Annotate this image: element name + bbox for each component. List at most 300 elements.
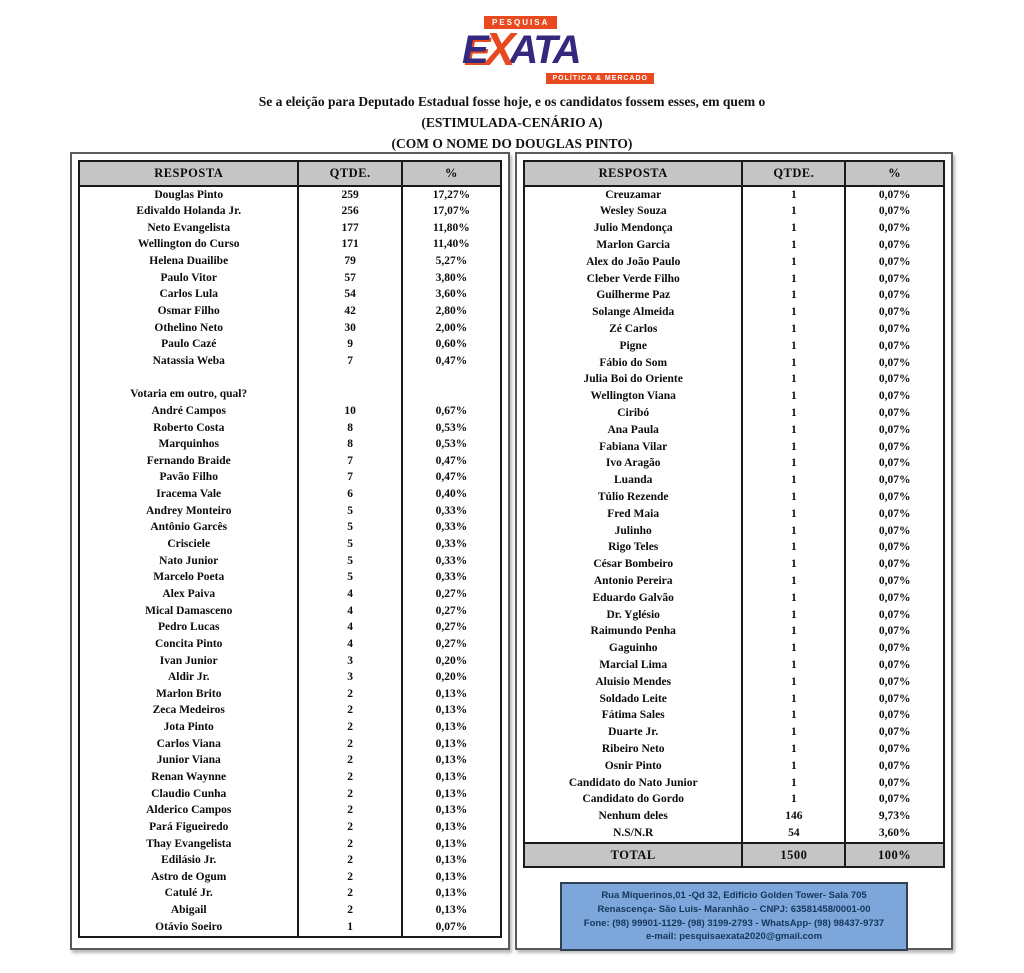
response-cell: Duarte Jr. [608,726,659,739]
qtde-cell: 1 [742,741,845,758]
response-cell: César Bombeiro [593,558,674,571]
table-row [524,573,944,590]
table-row [524,590,944,607]
response-cell: Marcelo Poeta [153,571,225,584]
response-cell: Ribeiro Neto [601,742,665,755]
response-cell: Fabiana Vilar [599,440,668,453]
response-cell: Fábio do Som [599,356,668,369]
percent-cell: 0,07% [845,321,944,338]
qtde-cell: 3 [298,670,401,687]
qtde-cell: 1 [742,372,845,389]
table-row [524,708,944,725]
response-cell: Gaguinho [608,642,658,655]
table-row [524,372,944,389]
column-header: RESPOSTA [79,161,298,186]
response-cell: Alderico Campos [146,804,232,817]
table-row [79,620,501,637]
table-row [524,607,944,624]
qtde-cell: 1 [742,674,845,691]
qtde-cell: 2 [298,703,401,720]
percent-cell: 0,13% [402,786,501,803]
response-cell: Alex Paiva [162,587,216,600]
response-cell: Helena Duailibe [149,255,229,268]
table-row [524,825,944,843]
qtde-cell: 5 [298,503,401,520]
table-row [524,186,944,204]
response-cell: Jota Pinto [163,721,214,734]
table-row [79,553,501,570]
percent-cell: 0,13% [402,869,501,886]
response-cell: Othelino Neto [154,321,224,334]
qtde-cell: 42 [298,303,401,320]
table-row [79,653,501,670]
percent-cell: 11,80% [402,220,501,237]
table-row [79,869,501,886]
percent-cell: 0,13% [402,819,501,836]
percent-cell: 0,07% [845,422,944,439]
response-cell: Paulo Cazé [161,338,217,351]
response-cell: Julinho [614,524,652,537]
qtde-cell: 1 [742,204,845,221]
qtde-cell: 1 [742,221,845,238]
qtde-cell: 1 [742,792,845,809]
percent-cell: 0,13% [402,886,501,903]
table-row [524,305,944,322]
percent-cell: 0,07% [845,305,944,322]
percent-cell: 0,13% [402,686,501,703]
percent-cell: 0,07% [845,657,944,674]
response-cell: Neto Evangelista [147,221,231,234]
response-cell: Aluisio Mendes [595,675,672,688]
qtde-cell: 1 [742,657,845,674]
table-row [79,903,501,920]
table-row [524,741,944,758]
percent-cell: 0,33% [402,520,501,537]
percent-cell [402,370,501,387]
qtde-cell: 1 [298,919,401,937]
percent-cell: 0,13% [402,720,501,737]
percent-cell: 5,27% [402,254,501,271]
response-cell: Julia Boi do Oriente [583,373,683,386]
qtde-cell: 1 [742,422,845,439]
qtde-cell: 2 [298,836,401,853]
percent-cell: 0,07% [845,372,944,389]
qtde-cell: 57 [298,270,401,287]
qtde-cell: 1 [742,607,845,624]
percent-cell: 0,07% [402,919,501,937]
qtde-cell: 1 [742,523,845,540]
percent-cell: 0,07% [845,775,944,792]
percent-cell: 0,07% [845,624,944,641]
title-line-3: (COM O NOME DO DOUGLAS PINTO) [391,135,633,151]
table-row [79,453,501,470]
qtde-cell: 1 [742,271,845,288]
qtde-cell: 8 [298,420,401,437]
table-row [79,186,501,204]
qtde-cell: 2 [298,686,401,703]
results-panel-right [515,152,953,950]
qtde-cell: 1 [742,389,845,406]
percent-cell: 0,07% [845,607,944,624]
qtde-cell: 1 [742,254,845,271]
percent-cell: 0,07% [845,792,944,809]
table-row [79,720,501,737]
percent-cell: 0,07% [845,288,944,305]
percent-cell: 0,27% [402,603,501,620]
table-header-row [79,161,501,186]
percent-cell: 0,20% [402,670,501,687]
response-cell: Marcial Lima [599,658,668,671]
column-header: % [402,161,501,186]
contact-email-line: e-mail: pesquisaexata2020@gmail.com [645,931,823,943]
table-row [79,403,501,420]
qtde-cell: 2 [298,869,401,886]
percent-cell: 0,07% [845,725,944,742]
response-cell: Soldado Leite [599,692,667,705]
response-cell: N.S/N.R [613,826,654,839]
response-cell: Claudio Cunha [151,787,227,800]
response-cell [79,370,298,387]
table-row [524,540,944,557]
table-row [524,355,944,372]
table-row [79,819,501,836]
table-row [524,725,944,742]
percent-cell: 0,53% [402,420,501,437]
table-row [524,422,944,439]
qtde-cell: 4 [298,636,401,653]
response-cell: Cleber Verde Filho [586,272,680,285]
qtde-cell: 2 [298,853,401,870]
qtde-cell: 1 [742,305,845,322]
table-row [79,270,501,287]
response-cell: Julio Mendonça [593,222,673,235]
qtde-cell: 1 [742,725,845,742]
response-cell: Antônio Garcês [150,521,228,534]
response-cell: Paulo Vitor [160,271,217,284]
table-row [524,389,944,406]
percent-cell: 0,13% [402,736,501,753]
percent-cell: 0,07% [845,674,944,691]
response-cell: André Campos [151,404,226,417]
qtde-cell: 1 [742,473,845,490]
response-cell: Antonio Pereira [593,574,673,587]
table-row [79,437,501,454]
response-cell: Marlon Garcia [596,239,670,252]
results-table-right [523,160,945,868]
table-row [79,337,501,354]
contact-address-line: Rua Miquerinos,01 -Qd 32, Edificio Golden Tower- Sala 705 [601,890,867,902]
qtde-cell: 7 [298,353,401,370]
percent-cell: 0,07% [845,489,944,506]
response-cell: Guilherme Paz [596,289,671,302]
response-cell: Candidato do Nato Junior [568,776,698,789]
response-cell: Ivo Aragão [605,457,661,470]
table-row [79,387,501,404]
percent-cell: 3,60% [402,287,501,304]
table-row [524,221,944,238]
response-cell: Ana Paula [607,423,659,436]
qtde-cell: 1 [742,573,845,590]
results-panel-left [70,152,510,950]
qtde-cell: 2 [298,769,401,786]
table-row [524,657,944,674]
qtde-cell [298,370,401,387]
percent-cell: 3,60% [845,825,944,843]
response-cell: Edilásio Jr. [161,854,217,867]
table-row [79,853,501,870]
qtde-cell: 1 [742,506,845,523]
percent-cell: 0,07% [845,405,944,422]
percent-cell: 0,07% [845,389,944,406]
qtde-cell: 6 [298,487,401,504]
qtde-cell: 4 [298,603,401,620]
logo-letter-e: E [462,28,489,72]
qtde-cell: 5 [298,520,401,537]
table-row [524,489,944,506]
qtde-cell: 5 [298,553,401,570]
logo-wordmark [462,23,580,75]
percent-cell: 0,67% [402,403,501,420]
response-cell: Fred Maia [607,507,660,520]
table-row [79,487,501,504]
response-cell: Astro de Ogum [151,870,227,883]
qtde-cell: 7 [298,470,401,487]
response-cell: Aldir Jr. [167,671,210,684]
response-cell: Zeca Medeiros [152,704,225,717]
percent-cell: 0,07% [845,641,944,658]
qtde-cell: 7 [298,453,401,470]
qtde-cell: 2 [298,753,401,770]
qtde-cell: 1 [742,590,845,607]
percent-cell: 0,33% [402,536,501,553]
percent-cell: 0,07% [845,741,944,758]
table-row [79,919,501,937]
qtde-cell: 1 [742,758,845,775]
qtde-cell: 1 [742,540,845,557]
percent-cell: 2,80% [402,303,501,320]
qtde-cell: 9 [298,337,401,354]
table-row [524,691,944,708]
table-row [524,321,944,338]
response-cell: Ciribó [617,407,650,419]
response-cell: Wellington Viana [590,390,676,403]
percent-cell: 3,80% [402,270,501,287]
response-cell: Eduardo Galvão [592,591,674,604]
response-cell: TOTAL [524,843,742,867]
percent-cell: 0,07% [845,506,944,523]
table-row [524,204,944,221]
response-cell: Alex do João Paulo [586,255,681,268]
response-cell: Andrey Monteiro [145,504,232,517]
percent-cell: 0,13% [402,903,501,920]
response-cell: Solange Almeida [592,306,675,319]
qtde-cell: 1 [742,186,845,204]
percent-cell: 0,27% [402,586,501,603]
percent-cell: 0,07% [845,758,944,775]
percent-cell: 0,40% [402,487,501,504]
response-cell: Pigne [619,339,647,352]
percent-cell: 0,53% [402,437,501,454]
qtde-cell: 79 [298,254,401,271]
qtde-cell: 4 [298,586,401,603]
response-cell: Otávio Soeiro [155,920,223,933]
contact-phone-line: Fone: (98) 99901-1129- (98) 3199-2793 - WhatsApp- (98) 98437-9737 [583,917,885,929]
table-row [79,520,501,537]
percent-cell: 0,07% [845,573,944,590]
response-cell: Edivaldo Holanda Jr. [136,205,242,218]
table-row [79,586,501,603]
logo-letter-x: X [484,23,516,75]
table-row [79,353,501,370]
table-row [79,470,501,487]
percent-cell: 0,47% [402,453,501,470]
table-row [524,439,944,456]
percent-cell: 100% [845,843,944,867]
table-row [524,808,944,825]
table-row [79,287,501,304]
title-line-2: (ESTIMULADA-CENÁRIO A) [421,114,603,130]
qtde-cell: 4 [298,620,401,637]
percent-cell: 0,13% [402,853,501,870]
percent-cell: 0,27% [402,620,501,637]
response-cell: Dr. Yglésio [606,608,660,621]
column-header: % [845,161,944,186]
percent-cell: 0,07% [845,204,944,221]
table-row [524,624,944,641]
qtde-cell: 1 [742,489,845,506]
response-cell: Pará Figueiredo [149,820,229,833]
qtde-cell: 1 [742,405,845,422]
percent-cell: 0,07% [845,439,944,456]
percent-cell: 0,07% [845,221,944,238]
response-cell: Douglas Pinto [154,188,224,201]
logo-tagline: POLÍTICA & MERCADO [546,73,654,84]
response-cell: Túlio Rezende [597,490,669,503]
table-row [79,420,501,437]
qtde-cell: 2 [298,819,401,836]
percent-cell: 9,73% [845,808,944,825]
table-row [79,570,501,587]
table-row [79,370,501,387]
response-cell: Osnir Pinto [604,759,662,772]
qtde-cell: 54 [298,287,401,304]
percent-cell: 0,27% [402,636,501,653]
table-row [524,456,944,473]
column-header: QTDE. [742,161,845,186]
response-cell: Nato Junior [159,554,219,567]
percent-cell: 0,47% [402,353,501,370]
qtde-cell: 2 [298,886,401,903]
percent-cell: 0,20% [402,653,501,670]
qtde-cell: 177 [298,220,401,237]
response-cell: Mical Damasceno [145,604,233,617]
qtde-cell: 1 [742,355,845,372]
response-cell: Crisciele [167,538,211,551]
qtde-cell: 1 [742,338,845,355]
response-cell: Osmar Filho [157,305,220,318]
table-row [79,254,501,271]
response-cell: Zé Carlos [609,323,658,336]
table-row [524,405,944,422]
table-row [524,473,944,490]
qtde-cell: 2 [298,736,401,753]
response-cell: Candidato do Gordo [582,793,684,806]
qtde-cell: 2 [298,786,401,803]
table-row [79,536,501,553]
qtde-cell: 54 [742,825,845,843]
table-row [524,237,944,254]
percent-cell: 2,00% [402,320,501,337]
percent-cell: 0,07% [845,237,944,254]
table-row [524,254,944,271]
table-row [79,703,501,720]
table-row [79,769,501,786]
qtde-cell: 1 [742,691,845,708]
qtde-cell: 1 [742,775,845,792]
qtde-cell: 5 [298,570,401,587]
qtde-cell: 3 [298,653,401,670]
table-row [524,271,944,288]
qtde-cell: 8 [298,437,401,454]
response-cell: Thay Evangelista [146,837,232,850]
qtde-cell: 30 [298,320,401,337]
percent-cell: 0,33% [402,503,501,520]
percent-cell: 0,07% [845,186,944,204]
table-row [79,736,501,753]
response-cell: Pedro Lucas [158,621,220,634]
qtde-cell: 1 [742,456,845,473]
percent-cell: 0,07% [845,254,944,271]
percent-cell [402,387,501,404]
percent-cell: 0,07% [845,590,944,607]
response-cell: Concita Pinto [155,637,223,650]
percent-cell: 0,13% [402,703,501,720]
percent-cell: 0,13% [402,769,501,786]
qtde-cell: 256 [298,204,401,221]
response-cell: Catulé Jr. [164,887,213,900]
response-cell: Creuzamar [605,188,662,201]
results-table-left [78,160,502,938]
table-row [79,320,501,337]
response-cell: Nenhum deles [598,810,668,823]
qtde-cell: 1 [742,321,845,338]
qtde-cell: 171 [298,237,401,254]
qtde-cell: 1 [742,288,845,305]
table-row [79,786,501,803]
qtde-cell: 2 [298,720,401,737]
percent-cell: 17,07% [402,204,501,221]
percent-cell: 0,07% [845,456,944,473]
percent-cell: 0,07% [845,271,944,288]
table-row [79,603,501,620]
table-row [524,775,944,792]
percent-cell: 0,07% [845,338,944,355]
qtde-cell: 1500 [742,843,845,867]
table-row [524,758,944,775]
response-cell: Carlos Lula [159,288,218,301]
response-cell: Junior Viana [156,754,221,767]
table-row [524,506,944,523]
response-cell: Wesley Souza [599,205,667,218]
response-cell: Ivan Junior [159,654,218,667]
response-cell: Raimundo Penha [590,625,676,638]
percent-cell: 0,13% [402,803,501,820]
percent-cell: 17,27% [402,186,501,204]
percent-cell: 0,13% [402,836,501,853]
table-row [79,237,501,254]
response-cell: Abigail [170,904,207,917]
percent-cell: 0,07% [845,473,944,490]
